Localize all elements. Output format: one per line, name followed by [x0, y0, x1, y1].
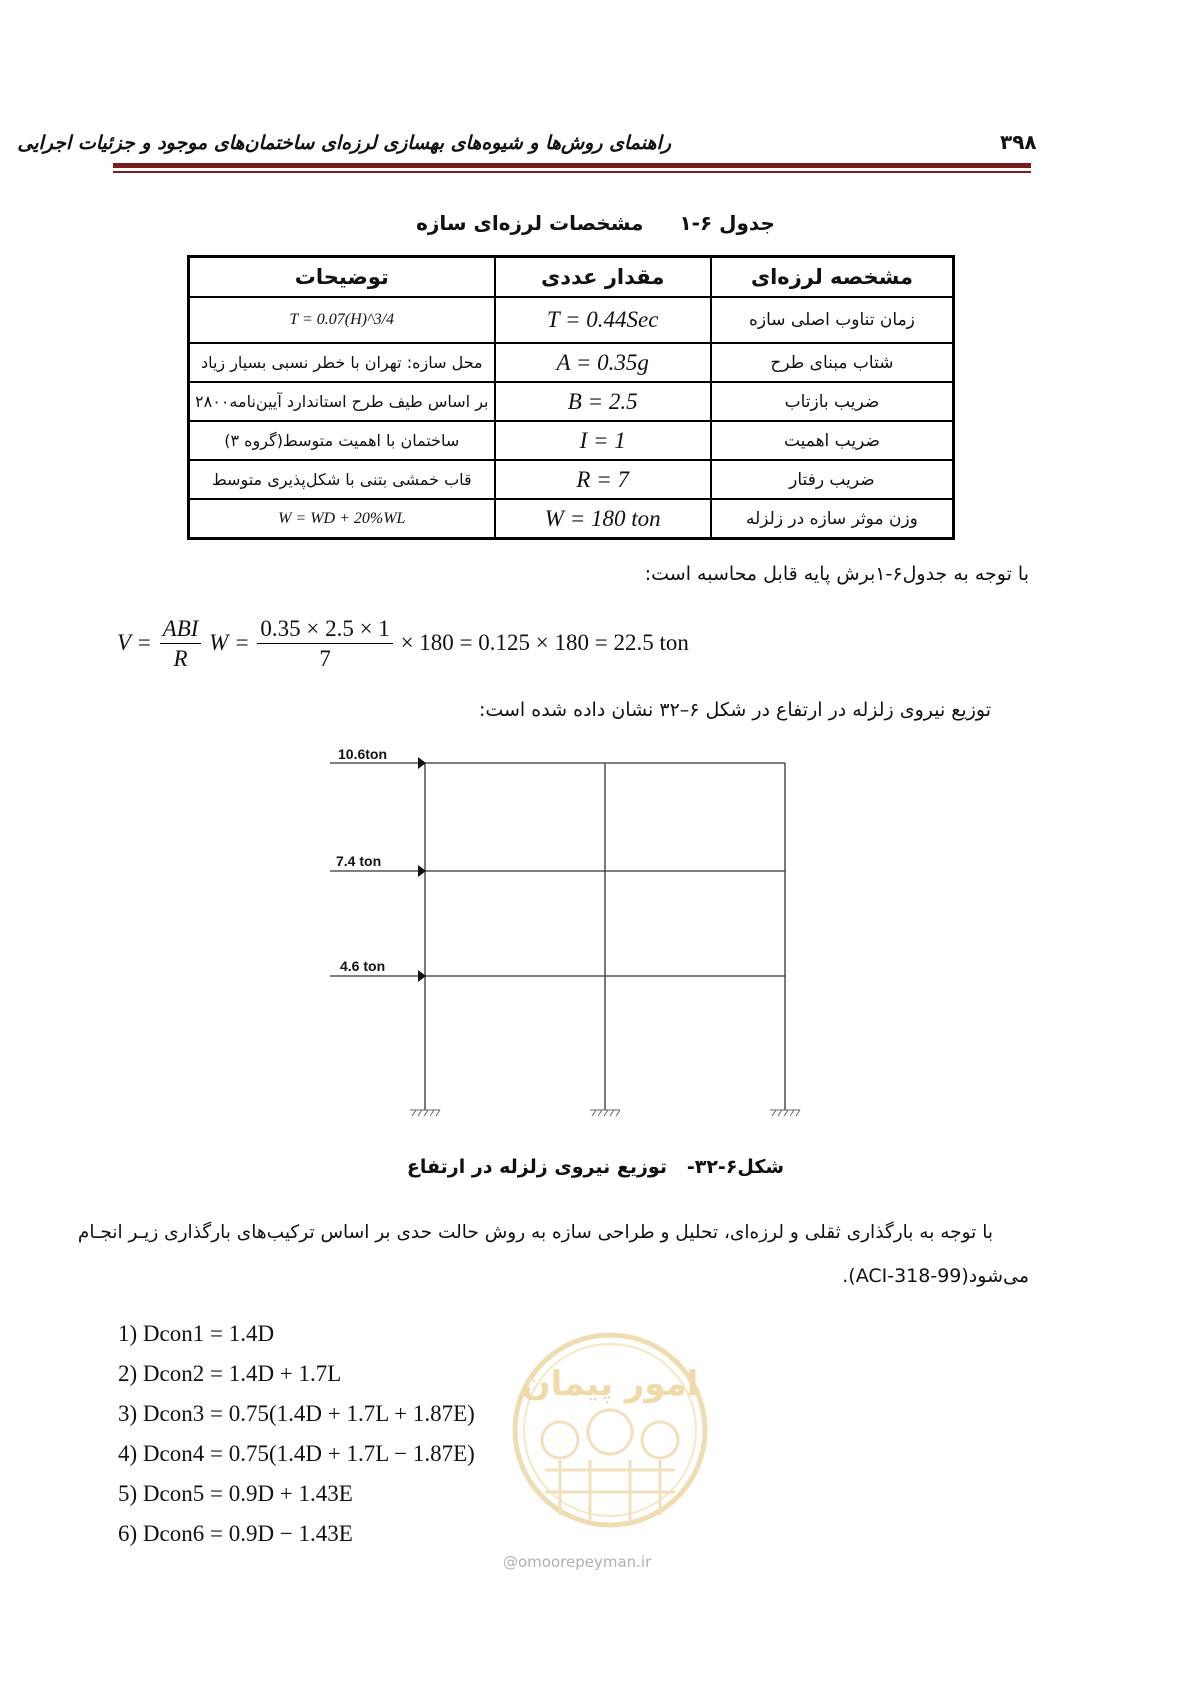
- table-caption-title: مشخصات لرزه‌ای سازه: [416, 211, 644, 235]
- watermark-url: @omoorepeyman.ir: [503, 1553, 652, 1571]
- cell-name: ضریب اهمیت: [711, 421, 954, 460]
- col-header-value: مقدار عددی: [495, 257, 711, 298]
- list-item: 6) Dcon6 = 0.9D − 1.43E: [118, 1521, 353, 1546]
- fraction-denominator: 7: [319, 646, 331, 671]
- list-item: 2) Dcon2 = 1.4D + 1.7L: [118, 1361, 342, 1386]
- cell-name: ضریب بازتاب: [711, 382, 954, 421]
- cell-value: W = 180 ton: [495, 499, 711, 539]
- cell-desc: قاب خمشی بتنی با شکل‌پذیری متوسط: [189, 460, 495, 499]
- table-row: [189, 382, 954, 421]
- base-shear-formula: [117, 615, 737, 685]
- cell-name: شتاب مبنای طرح: [711, 343, 954, 382]
- header-rule-thin: [113, 171, 1031, 173]
- col-header-name: مشخصه لرزه‌ای: [711, 257, 954, 298]
- formula-mid: W =: [209, 629, 250, 655]
- watermark-logo-text: امور پیمان: [521, 1364, 699, 1404]
- table-row: [189, 343, 954, 382]
- cell-value: T = 0.44Sec: [495, 297, 711, 343]
- list-item: 4) Dcon4 = 0.75(1.4D + 1.7L − 1.87E): [118, 1441, 475, 1466]
- paragraph-load-combinations-line2: می‌شود(ACI-318-99).: [842, 1265, 1029, 1287]
- cell-name: وزن موثر سازه در زلزله: [711, 499, 954, 539]
- list-item: 5) Dcon5 = 0.9D + 1.43E: [118, 1481, 353, 1506]
- figure-caption-label: شکل۶-۳۲-: [686, 1156, 785, 1178]
- table-caption: [0, 211, 1191, 235]
- paragraph-load-combinations-line1: با توجه به بارگذاری ثقلی و لرزه‌ای، تحلیل و طراحی سازه به روش حالت حدی بر اساس ترکیب‌های بارگذاری زیـر انجـام: [77, 1222, 993, 1243]
- table-row: [189, 297, 954, 343]
- cell-name: زمان تناوب اصلی سازه: [711, 297, 954, 343]
- formula-lhs: V =: [117, 629, 152, 655]
- force-label-level1: 4.6 ton: [340, 958, 386, 974]
- formula-rhs: × 180 = 0.125 × 180 = 22.5 ton: [400, 629, 689, 655]
- figure-caption: [0, 1156, 1191, 1178]
- running-header-title: راهنمای روش‌ها و شیوه‌های بهسازی لرزه‌ای ساختمان‌های موجود و جزئیات اجرایی: [17, 132, 671, 154]
- load-combinations-list: [118, 1314, 475, 1554]
- cell-desc: W = WD + 20%WL: [189, 499, 495, 539]
- force-label-level2: 7.4 ton: [336, 853, 382, 869]
- table-row: [189, 499, 954, 539]
- cell-value: A = 0.35g: [495, 343, 711, 382]
- force-label-roof: 10.6ton: [338, 748, 388, 762]
- watermark-logo: [500, 1320, 720, 1560]
- fraction-denominator: R: [173, 646, 188, 671]
- frame-force-diagram: [330, 748, 810, 1128]
- col-header-desc: توضیحات: [189, 257, 495, 298]
- figure-caption-title: توزیع نیروی زلزله در ارتفاع: [406, 1156, 667, 1178]
- cell-value: B = 2.5: [495, 382, 711, 421]
- cell-name: ضریب رفتار: [711, 460, 954, 499]
- page-number: ۳۹۸: [1000, 130, 1037, 154]
- paragraph-force-distribution: توزیع نیروی زلزله در ارتفاع در شکل ۶–۳۲ نشان داده شده است:: [478, 699, 991, 721]
- cell-desc: ساختمان با اهمیت متوسط(گروه ۳): [189, 421, 495, 460]
- seismic-spec-table: [187, 255, 955, 540]
- fraction-numerator: 0.35 × 2.5 × 1: [257, 615, 392, 644]
- cell-desc: بر اساس طیف طرح استاندارد آیین‌نامه۲۸۰۰: [189, 382, 495, 421]
- fraction-abi-r: [160, 615, 202, 674]
- list-item: 3) Dcon3 = 0.75(1.4D + 1.7L + 1.87E): [118, 1401, 475, 1426]
- list-item: 1) Dcon1 = 1.4D: [118, 1321, 275, 1346]
- paragraph-base-shear: با توجه به جدول۶-۱برش پایه قابل محاسبه است:: [644, 563, 1029, 585]
- table-row: [189, 460, 954, 499]
- table-header-row: [189, 257, 954, 298]
- header-rule-thick: [113, 163, 1031, 168]
- table-caption-label: جدول ۶-۱: [679, 211, 775, 235]
- cell-value: I = 1: [495, 421, 711, 460]
- cell-desc: T = 0.07(H)^3/4: [189, 297, 495, 343]
- fraction-numerator: ABI: [160, 615, 202, 644]
- fraction-numeric: [257, 615, 392, 674]
- table-row: [189, 421, 954, 460]
- cell-value: R = 7: [495, 460, 711, 499]
- cell-desc: محل سازه: تهران با خطر نسبی بسیار زیاد: [189, 343, 495, 382]
